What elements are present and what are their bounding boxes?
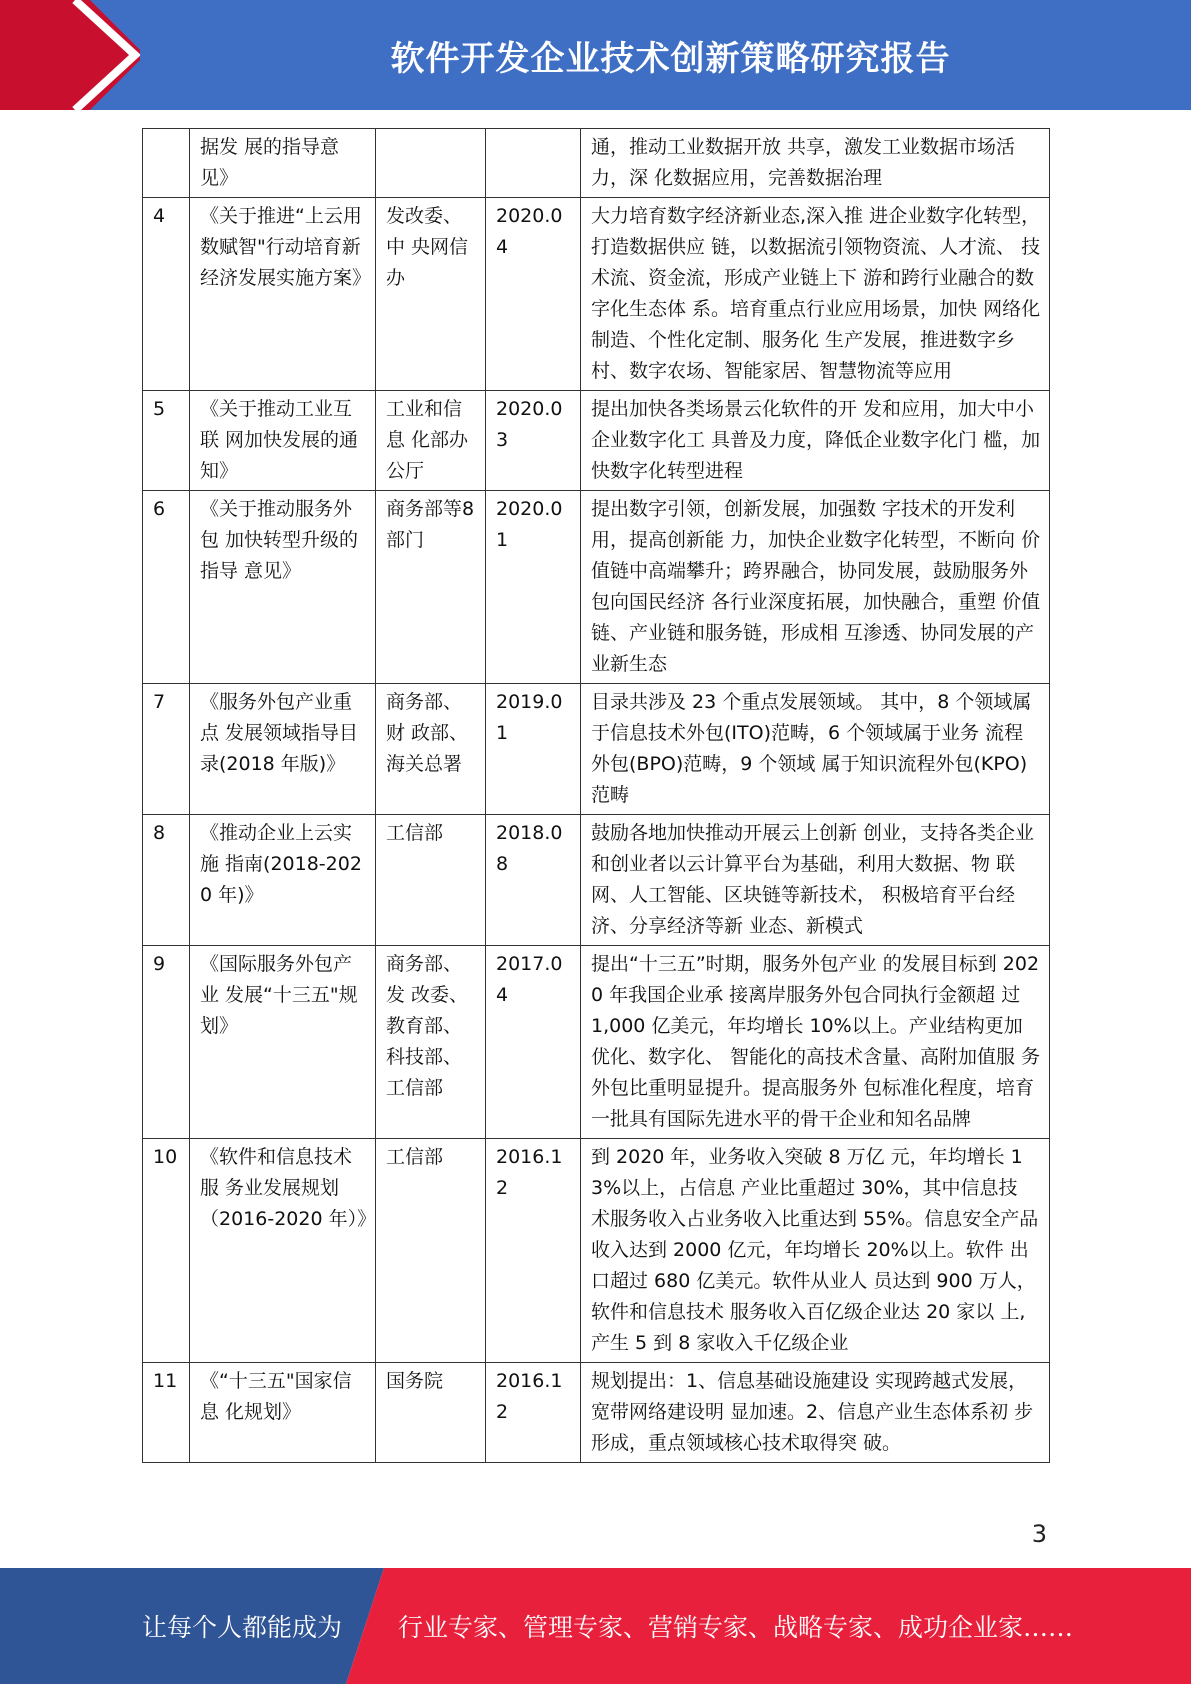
policy-content-cell: 提出加快各类场景云化软件的开 发和应用，加大中小企业数字化工 具普及力度，降低企业数字化门 槛，加快数字化转型进程 bbox=[581, 391, 1050, 491]
issuing-department-cell: 发改委、中 央网信办 bbox=[376, 198, 486, 391]
policy-name-cell: 《服务外包产业重点 发展领域指导目录(2018 年版)》 bbox=[190, 684, 376, 815]
page-footer bbox=[0, 1568, 1191, 1684]
policy-table-body bbox=[143, 129, 1050, 1463]
policy-content-cell: 提出“十三五”时期，服务外包产业 的发展目标到 2020 年我国企业承 接离岸服务外包合同执行金额超 过 1,000 亿美元，年均增长 10%以上。产业结构更加优化、数字化、 智能化的高技术含量、高附加值服 务外包比重明显提升。提高服务外 包标准化程度，培育一批具有国际先进水平的骨干企业和知名品牌 bbox=[581, 946, 1050, 1139]
issuing-department-cell bbox=[376, 129, 486, 198]
issue-date-cell: 2020.04 bbox=[486, 198, 581, 391]
table-row bbox=[143, 129, 1050, 198]
issuing-department-cell: 工信部 bbox=[376, 1139, 486, 1363]
table-row bbox=[143, 198, 1050, 391]
page-header bbox=[0, 0, 1191, 110]
table-row bbox=[143, 684, 1050, 815]
policy-content-cell: 提出数字引领，创新发展，加强数 字技术的开发利用，提高创新能 力，加快企业数字化转型，不断向 价值链中高端攀升；跨界融合，协同发展，鼓励服务外包向国民经济 各行业深度拓展，加快融合，重塑 价值链、产业链和服务链，形成相 互渗透、协同发展的产业新生态 bbox=[581, 491, 1050, 684]
issuing-department-cell: 工业和信息 化部办公厅 bbox=[376, 391, 486, 491]
issue-date-cell: 2019.01 bbox=[486, 684, 581, 815]
policy-name-cell: 《国际服务外包产业 发展“十三五"规划》 bbox=[190, 946, 376, 1139]
policy-name-cell: 《软件和信息技术服 务业发展规划（2016-2020 年）》 bbox=[190, 1139, 376, 1363]
table-row bbox=[143, 391, 1050, 491]
issue-date-cell: 2016.12 bbox=[486, 1363, 581, 1463]
policy-table bbox=[142, 128, 1050, 1463]
row-number-cell: 11 bbox=[143, 1363, 190, 1463]
policy-content-cell: 鼓励各地加快推动开展云上创新 创业，支持各类企业和创业者以云计算平台为基础，利用大数据、物 联网、人工智能、区块链等新技术， 积极培育平台经济、分享经济等新 业态、新模式 bbox=[581, 815, 1050, 946]
footer-slogan-right: 行业专家、管理专家、营销专家、战略专家、成功企业家…… bbox=[398, 1613, 1074, 1642]
policy-content-cell: 规划提出：1、信息基础设施建设 实现跨越式发展，宽带网络建设明 显加速。2、信息产业生态体系初 步形成，重点领域核心技术取得突 破。 bbox=[581, 1363, 1050, 1463]
table-row bbox=[143, 1363, 1050, 1463]
policy-name-cell: 《推动企业上云实施 指南(2018-2020 年)》 bbox=[190, 815, 376, 946]
row-number-cell bbox=[143, 129, 190, 198]
policy-name-cell: 据发 展的指导意见》 bbox=[190, 129, 376, 198]
table-row bbox=[143, 491, 1050, 684]
row-number-cell: 10 bbox=[143, 1139, 190, 1363]
table-row bbox=[143, 1139, 1050, 1363]
table-row bbox=[143, 946, 1050, 1139]
footer-slogan-left: 让每个人都能成为 bbox=[142, 1613, 343, 1642]
issuing-department-cell: 商务部、财 政部、海关总署 bbox=[376, 684, 486, 815]
page-number: 3 bbox=[1031, 1520, 1047, 1548]
header-arrow-decoration bbox=[0, 0, 140, 110]
issuing-department-cell: 工信部 bbox=[376, 815, 486, 946]
row-number-cell: 5 bbox=[143, 391, 190, 491]
row-number-cell: 8 bbox=[143, 815, 190, 946]
report-title: 软件开发企业技术创新策略研究报告 bbox=[390, 38, 951, 79]
policy-content-cell: 目录共涉及 23 个重点发展领域。 其中，8 个领域属于信息技术外包(ITO)范畴，6 个领域属于业务 流程外包(BPO)范畴，9 个领域 属于知识流程外包(KPO)范畴 bbox=[581, 684, 1050, 815]
policy-content-cell: 到 2020 年，业务收入突破 8 万亿 元，年均增长 13%以上，占信息 产业比重超过 30%，其中信息技 术服务收入占业务收入比重达到 55%。信息安全产品收入达到 2000 亿元，年均增长 20%以上。软件 出口超过 680 亿美元。软件从业人 员达到 900 万人，软件和信息技术 服务收入百亿级企业达 20 家以 上,产生 5 到 8 家收入千亿级企业 bbox=[581, 1139, 1050, 1363]
issue-date-cell: 2020.03 bbox=[486, 391, 581, 491]
table-row bbox=[143, 815, 1050, 946]
policy-name-cell: 《关于推动服务外包 加快转型升级的指导 意见》 bbox=[190, 491, 376, 684]
issuing-department-cell: 国务院 bbox=[376, 1363, 486, 1463]
issue-date-cell: 2017.04 bbox=[486, 946, 581, 1139]
issue-date-cell: 2016.12 bbox=[486, 1139, 581, 1363]
issue-date-cell bbox=[486, 129, 581, 198]
row-number-cell: 6 bbox=[143, 491, 190, 684]
issue-date-cell: 2020.01 bbox=[486, 491, 581, 684]
row-number-cell: 4 bbox=[143, 198, 190, 391]
policy-content-cell: 通，推动工业数据开放 共享，激发工业数据市场活力，深 化数据应用，完善数据治理 bbox=[581, 129, 1050, 198]
policy-name-cell: 《关于推进“上云用 数赋智"行动培育新 经济发展实施方案》 bbox=[190, 198, 376, 391]
issuing-department-cell: 商务部、发 改委、教育部、科技部、工信部 bbox=[376, 946, 486, 1139]
row-number-cell: 7 bbox=[143, 684, 190, 815]
policy-name-cell: 《“十三五"国家信息 化规划》 bbox=[190, 1363, 376, 1463]
issuing-department-cell: 商务部等8 部门 bbox=[376, 491, 486, 684]
policy-content-cell: 大力培育数字经济新业态,深入推 进企业数字化转型，打造数据供应 链，以数据流引领物资流、人才流、 技术流、资金流，形成产业链上下 游和跨行业融合的数字化生态体 系。培育重点行业应用场景，加快 网络化制造、个性化定制、服务化 生产发展，推进数字乡村、数字农场、智能家居、智慧物流等应用 bbox=[581, 198, 1050, 391]
policy-name-cell: 《关于推动工业互联 网加快发展的通知》 bbox=[190, 391, 376, 491]
row-number-cell: 9 bbox=[143, 946, 190, 1139]
issue-date-cell: 2018.08 bbox=[486, 815, 581, 946]
